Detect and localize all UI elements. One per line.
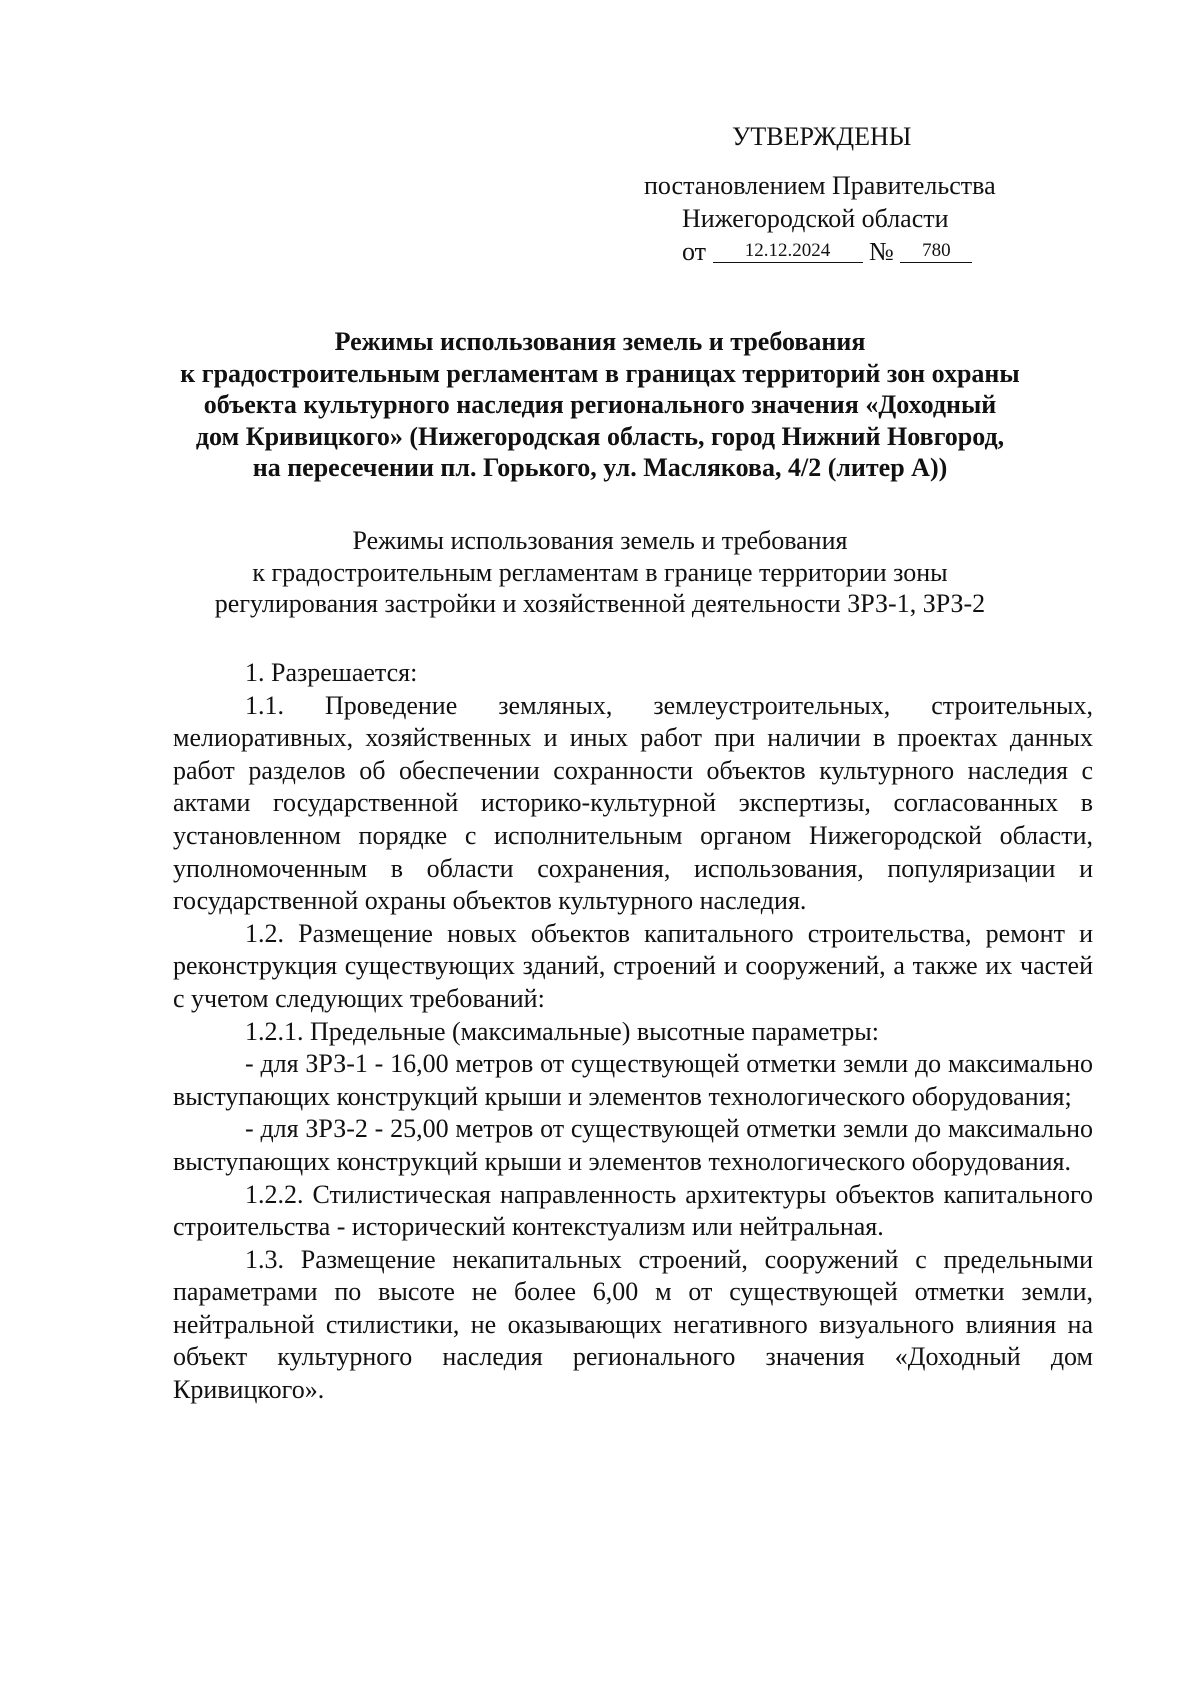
approval-line-date-number [682,235,972,268]
subtitle-line: Режимы использования земель и требования [352,526,848,555]
paragraph-1-2: 1.2. Размещение новых объектов капитального строительства, ремонт и реконструкция существующих зданий, строений и сооружений, а также их частей с учетом следующих требований: [173,918,1093,1013]
document-title [130,326,1070,484]
paragraph-zrz-2: - для ЗРЗ-2 - 25,00 метров от существующей отметки земли до максимально выступающих конструкций крыши и элементов технологического оборудования. [173,1114,1093,1176]
paragraph-1-1: 1.1. Проведение земляных, землеустроительных, строительных, мелиоративных, хозяйственных и иных работ при наличии в проектах данных работ разделов об обеспечении сохранности объектов культурного наследия с актами государственной историко-культурной экспертизы, согласованных в установленном порядке с исполнительным органом Нижегородской области, уполномоченным в области сохранения, использования, популяризации и государственной охраны объектов культурного наследия. [173,690,1093,916]
approval-line-resolution: постановлением Правительства [644,171,996,200]
subtitle-line: регулирования застройки и хозяйственной деятельности ЗРЗ-1, ЗРЗ-2 [214,589,986,618]
title-line: объекта культурного наследия регионального значения «Доходный [203,390,997,419]
title-line: дом Кривицкого» (Нижегородская область, город Нижний Новгород, [195,421,1005,451]
approval-heading: УТВЕРЖДЕНЫ [732,122,912,151]
approval-number: 780 [900,240,972,263]
from-label: от [682,237,707,266]
number-label: № [869,237,894,266]
section-subtitle [130,525,1070,620]
paragraph-1-2-1: 1.2.1. Предельные (максимальные) высотные параметры: [245,1016,879,1046]
approval-date: 12.12.2024 [713,240,863,263]
document-body [173,657,1093,1407]
subtitle-line: к градостроительным регламентам в границе территории зоны [252,557,948,587]
paragraph-1-3: 1.3. Размещение некапитальных строений, сооружений с предельными параметрами по высоте не более 6,00 м от существующей отметки земли, нейтральной стилистики, не оказывающих негативного визуального влияния на объект культурного наследия регионального значения «Доходный дом Кривицкого». [173,1244,1093,1405]
title-line: Режимы использования земель и требования [334,327,866,356]
paragraph-1: 1. Разрешается: [245,658,418,687]
paragraph-zrz-1: - для ЗРЗ-1 - 16,00 метров от существующей отметки земли до максимально выступающих конструкций крыши и элементов технологического оборудования; [173,1049,1093,1111]
title-line: к градостроительным регламентам в границах территорий зон охраны [180,358,1020,388]
approval-line-region: Нижегородской области [682,204,949,233]
paragraph-1-2-2: 1.2.2. Стилистическая направленность архитектуры объектов капитального строительства - исторический контекстуализм или нейтральная. [173,1179,1093,1242]
title-line: на пересечении пл. Горького, ул. Маслякова, 4/2 (литер А)) [252,453,948,482]
